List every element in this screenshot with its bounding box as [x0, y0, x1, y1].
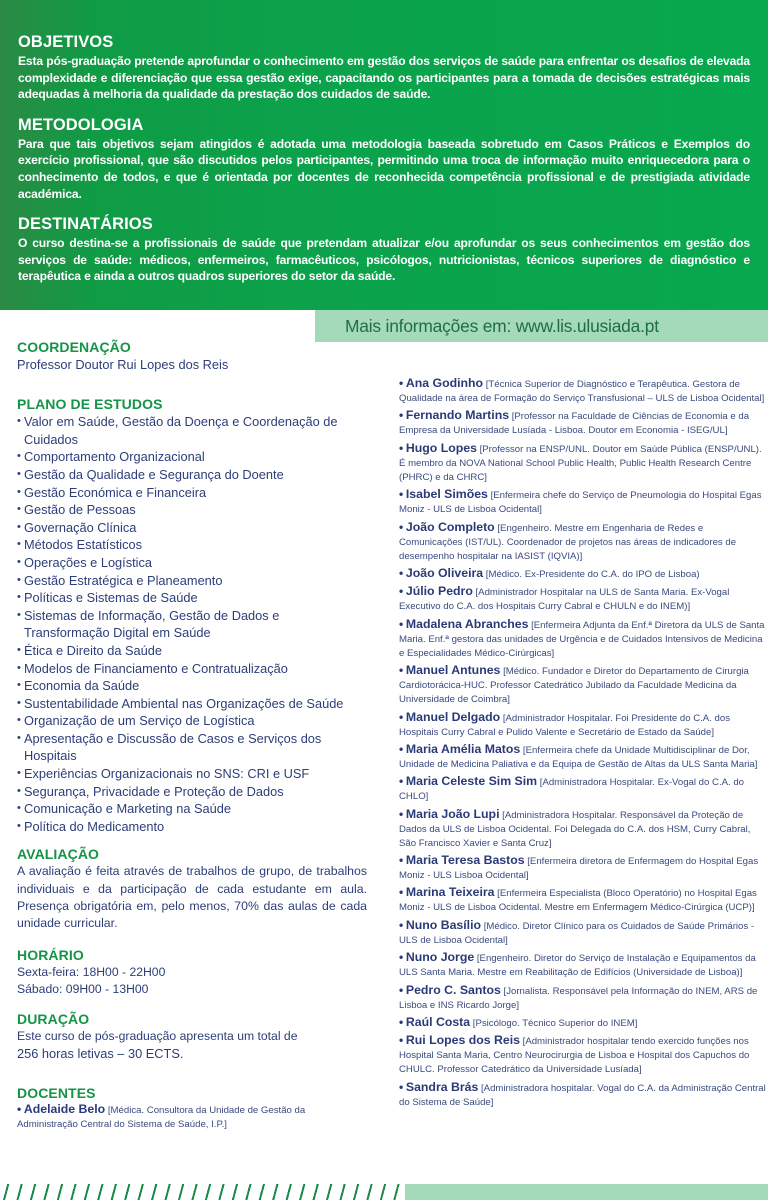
docente-name: Sandra Brás: [405, 1079, 479, 1094]
intro-banner: [0, 0, 768, 310]
docente-name: Ana Godinho: [405, 376, 484, 390]
docente-item: [399, 520, 768, 564]
docente-name: Manuel Antunes: [405, 663, 501, 678]
plano-item: • Apresentação e Discussão de Casos e Serviços dos Hospitais: [17, 730, 367, 765]
avaliacao-title: AVALIAÇÃO: [17, 846, 100, 863]
plano-item: • Economia da Saúde: [17, 677, 367, 695]
bullet-icon: •: [399, 709, 404, 724]
docente-description: [Professor na Faculdade de Ciências de Economia e da Empresa da Universidade Lusíada - Lisboa. Doutor em Economia - ISEG/UL]: [399, 411, 750, 437]
docente-name: Rui Lopes dos Reis: [405, 1033, 520, 1048]
coordenacao-title: COORDENAÇÃO: [17, 339, 131, 355]
docente-item: [399, 774, 768, 804]
plano-item: • Modelos de Financiamento e Contratualização: [17, 660, 367, 678]
plano-item: • Valor em Saúde, Gestão da Doença e Coordenação de Cuidados: [17, 413, 367, 448]
docente-description: [Administrador hospitalar tendo exercido funções nos Hospital Santa Maria, Centro Neurocirurgia de Lisboa e Hospital dos Capuchos do CHULC. Professor Catedrático da Universidade Lusíada]: [399, 1036, 750, 1076]
docente-description: [Técnica Superior de Diagnóstico e Terapêutica. Gestora de Qualidade na área de Formação do Serviço Transfusional – ULS de Lisboa Ocidental]: [399, 379, 765, 404]
docente-description: [Administrador Hospitalar na ULS de Santa Maria. Ex-Vogal Executivo do C.A. dos Hospitais Curry Cabral e CHULN e do INEM)]: [399, 587, 730, 613]
horario-line: Sábado: 09H00 - 13H00: [17, 981, 149, 996]
bullet-icon: •: [399, 616, 404, 631]
docente-item: [399, 885, 768, 915]
docente-item: [399, 663, 768, 707]
docente-item: [399, 742, 768, 772]
more-info-link[interactable]: Mais informações em: www.lis.ulusiada.pt: [315, 310, 768, 342]
docente-description: [Médica. Consultora da Unidade de Gestão da Administração Central do Sistema de Saúde, I.P.]: [17, 1105, 306, 1131]
duracao-line: Este curso de pós-graduação apresenta um total de: [17, 1029, 298, 1044]
plano-item: • Ética e Direito da Saúde: [17, 642, 367, 660]
destinatarios-section: [18, 214, 750, 285]
bullet-icon: •: [399, 917, 404, 932]
footer-bar: [405, 1184, 768, 1200]
docente-description: [Enfermeira Adjunta da Enf.ª Diretora da ULS de Santa Maria. Enf.ª gestora das unidades de Urgência e de Cuidados Intensivos de Medicina e Especialidades Médico-Cirúrgicas]: [399, 619, 765, 659]
docente-name: Pedro C. Santos: [405, 982, 501, 997]
docente-item: [17, 1102, 367, 1132]
section-title: DESTINATÁRIOS: [18, 215, 153, 234]
docente-description: [Administradora Hospitalar. Ex-Vogal do C.A. do CHLO]: [399, 777, 745, 803]
plano-item: • Comportamento Organizacional: [17, 448, 367, 466]
docente-name: Maria João Lupi: [405, 806, 500, 821]
duracao-title: DURAÇÃO: [17, 1011, 90, 1028]
docente-name: Nuno Basílio: [405, 917, 482, 932]
docente-item: [399, 710, 768, 740]
section-title: OBJETIVOS: [18, 33, 114, 51]
plano-item: • Gestão da Qualidade e Segurança do Doente: [17, 466, 367, 484]
bullet-icon: •: [399, 565, 404, 580]
bullet-icon: •: [399, 1015, 404, 1030]
docente-item: [399, 376, 768, 406]
docente-name: Fernando Martins: [405, 408, 510, 423]
bullet-icon: •: [399, 440, 404, 455]
plano-list: [17, 413, 367, 835]
plano-item: • Governação Clínica: [17, 519, 367, 537]
docente-item: [399, 408, 768, 438]
docentes-title: DOCENTES: [17, 1085, 96, 1102]
plano-item: • Segurança, Privacidade e Proteção de Dados: [17, 783, 367, 801]
bullet-icon: •: [399, 584, 404, 599]
docente-item: [399, 1080, 768, 1110]
docente-item: [399, 617, 768, 661]
plano-item: • Política do Medicamento: [17, 818, 367, 836]
docente-description: [Médico. Fundador e Diretor do Departamento de Cirurgia Cardiotorácica-HUC. Professor Catedrático Jubilado da Faculdade Medicina da Universidade de Coimbra]: [399, 666, 749, 706]
docente-name: João Completo: [405, 519, 495, 534]
docente-item: [399, 950, 768, 980]
docente-name: Maria Teresa Bastos: [405, 853, 525, 868]
docente-description: [Administrador Hospitalar. Foi Presidente do C.A. dos Hospitais Curry Cabral e Pulido Valente e Secretário de Estado da Saúde]: [399, 712, 731, 738]
docente-name: João Oliveira: [405, 565, 484, 580]
plano-item: • Gestão Económica e Financeira: [17, 484, 367, 502]
coordenacao-name: Professor Doutor Rui Lopes dos Reis: [17, 357, 229, 372]
docente-description: [Enfermeira chefe da Unidade Multidisciplinar de Dor, Unidade de Medicina Paliativa e da Equipa de Gestão de Altas da ULS Santa Maria]: [399, 744, 758, 770]
section-title: METODOLOGIA: [18, 115, 144, 134]
bullet-icon: •: [399, 487, 404, 502]
docente-name: Raúl Costa: [405, 1015, 471, 1030]
bullet-icon: •: [399, 1079, 404, 1094]
objetivos-section: [18, 32, 750, 103]
docente-name: Júlio Pedro: [405, 584, 473, 599]
docente-description: [Enfermeira diretora de Enfermagem do Hospital Egas Moniz - ULS Lisboa Ocidental]: [399, 856, 759, 882]
docente-description: [Administradora Hospitalar. Responsável da Proteção de Dados da ULS de Lisboa Ocidental. Foi Delegada do C.A. dos HSM, Curry Cabral, São Francisco Xavier e Santa Cruz]: [399, 809, 751, 849]
docente-name: Maria Amélia Matos: [405, 741, 521, 756]
docente-name: Isabel Simões: [405, 487, 488, 502]
plano-item: • Gestão Estratégica e Planeamento: [17, 572, 367, 590]
plano-item: • Sistemas de Informação, Gestão de Dados e Transformação Digital em Saúde: [17, 607, 367, 642]
docentes-list-right: [399, 376, 768, 1112]
plano-item: • Gestão de Pessoas: [17, 501, 367, 519]
docente-name: Madalena Abranches: [405, 616, 529, 631]
bullet-icon: •: [399, 853, 404, 868]
docente-name: Manuel Delgado: [405, 709, 501, 724]
docente-item: [399, 807, 768, 851]
bullet-icon: •: [399, 1033, 404, 1048]
plano-item: • Experiências Organizacionais no SNS: CRI e USF: [17, 765, 367, 783]
metodologia-section: [18, 115, 750, 202]
bullet-icon: •: [399, 885, 404, 900]
docente-description: [Psicólogo. Técnico Superior do INEM]: [472, 1018, 638, 1030]
bullet-icon: •: [17, 1102, 22, 1117]
duracao-line: 256 horas letivas – 30 ECTS.: [17, 1046, 184, 1062]
bullet-icon: •: [399, 376, 404, 390]
bullet-icon: •: [399, 741, 404, 756]
bullet-icon: •: [399, 408, 404, 423]
avaliacao-body: A avaliação é feita através de trabalhos de grupo, de trabalhos individuais e da participação de cada estudante em aula. Presença obrigatória em, pelo menos, 70% das aulas de cada unidade curricular.: [17, 864, 367, 931]
docente-item: [399, 983, 768, 1013]
docente-name: Nuno Jorge: [405, 950, 475, 965]
docente-description: [Engenheiro. Mestre em Engenharia de Redes e Comunicações (IST/UL). Coordenador de projetos nas áreas de indicadores de desempenho hospitalar na IASIST (IQVIA)]: [399, 522, 737, 562]
docente-item: [399, 918, 768, 948]
section-body: Esta pós-graduação pretende aprofundar o conhecimento em gestão dos serviços de saúde para enfrentar os desafios de elevada complexidade e diferenciação que essa gestão exige, capacitando os participantes para a tomada de decisões estratégicas mais adequadas à melhoria da qualidade da prestação dos cuidados de saúde.: [18, 54, 750, 102]
bullet-icon: •: [399, 774, 404, 789]
docente-description: [Médico. Diretor Clínico para os Cuidados de Saúde Primários - ULS de Lisboa Ocidental]: [399, 920, 755, 946]
section-body: Para que tais objetivos sejam atingidos é adotada uma metodologia baseada sobretudo em Casos Práticos e Exemplos do exercício profissional, que são discutidos pelos participantes, permitindo uma troca de informação muito enriquecedora para o conhecimento de todos, e que é orientada por docentes de reconhecida competência profissional e de prestigiada atividade académica.: [18, 136, 750, 201]
bullet-icon: •: [399, 663, 404, 678]
plano-item: • Organização de um Serviço de Logística: [17, 712, 367, 730]
docente-name: Maria Celeste Sim Sim: [405, 774, 538, 789]
docente-name: Hugo Lopes: [405, 440, 477, 455]
docente-item: [399, 1015, 768, 1031]
plano-item: • Comunicação e Marketing na Saúde: [17, 800, 367, 818]
docente-description: [Enfermeira Especialista (Bloco Operatório) no Hospital Egas Moniz - ULS de Lisboa Ocidental. Mestre em Enfermagem Médico-Cirúrgica (UCP)]: [399, 888, 757, 914]
docente-description: [Administradora hospitalar. Vogal do C.A. da Administração Central do Sistema de Saúde]: [399, 1082, 766, 1108]
docente-item: [399, 487, 768, 517]
bullet-icon: •: [399, 806, 404, 821]
left-column: [17, 338, 367, 1135]
plano-item: • Políticas e Sistemas de Saúde: [17, 589, 367, 607]
bullet-icon: •: [399, 950, 404, 965]
docente-item: [399, 853, 768, 883]
docente-item: [399, 441, 768, 485]
docente-item: [399, 566, 768, 582]
plano-item: • Métodos Estatísticos: [17, 536, 367, 554]
docente-item: [399, 584, 768, 614]
docente-description: [Professor na ENSP/UNL. Doutor em Saúde Pública (ENSP/UNL). É membro da NOVA National School Public Health, Public Health Research Centre (PHRC) e da CHRC]: [399, 443, 762, 483]
docente-name: Adelaide Belo: [23, 1102, 106, 1117]
plano-item: • Operações e Logística: [17, 554, 367, 572]
footer-stripes: [0, 1184, 405, 1200]
docente-item: [399, 1033, 768, 1077]
plano-title: PLANO DE ESTUDOS: [17, 396, 163, 413]
docente-description: [Jornalista. Responsável pela Informação do INEM, ARS de Lisboa e INS Ricardo Jorge]: [399, 985, 758, 1011]
docente-description: [Enfermeira chefe do Serviço de Pneumologia do Hospital Egas Moniz - ULS de Lisboa Ocidental]: [399, 490, 762, 516]
docentes-list-left: [17, 1102, 367, 1132]
docente-name: Marina Teixeira: [405, 885, 495, 900]
bullet-icon: •: [399, 519, 404, 534]
horario-line: Sexta-feira: 18H00 - 22H00: [17, 964, 166, 979]
bullet-icon: •: [399, 982, 404, 997]
docente-description: [Engenheiro. Diretor do Serviço de Instalação e Equipamentos da ULS Santa Maria. Mestre em Reabilitação de Edifícios (Universidade de Lisboa)]: [399, 953, 756, 979]
docente-description: [Médico. Ex-Presidente do C.A. do IPO de Lisboa): [485, 568, 700, 580]
horario-title: HORÁRIO: [17, 946, 84, 963]
section-body: O curso destina-se a profissionais de saúde que pretendam atualizar e/ou aprofundar os seus conhecimentos em gestão dos serviços de saúde: médicos, enfermeiros, farmacêuticos, psicólogos, nutricionistas, técnicos superiores de diagnóstico e terapêutica e ainda a outros quadros superiores do setor da saúde.: [18, 236, 750, 284]
plano-item: • Sustentabilidade Ambiental nas Organizações de Saúde: [17, 695, 367, 713]
